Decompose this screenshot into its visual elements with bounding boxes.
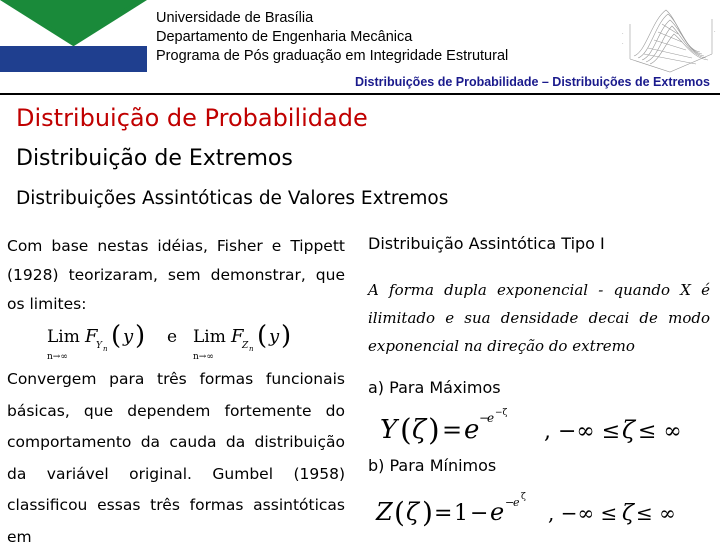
maxima-item: a) Para Máximos xyxy=(368,378,501,397)
svg-text:(: ( xyxy=(111,321,122,351)
minima-formula xyxy=(372,482,710,538)
svg-text:.: . xyxy=(622,40,624,46)
limits-formula xyxy=(7,318,345,364)
svg-text:n→∞: n→∞ xyxy=(47,352,68,362)
main-title: Distribuição de Probabilidade xyxy=(16,104,368,132)
program-name: Programa de Pós graduação em Integridade Estrutural xyxy=(156,48,509,64)
minima-item: b) Para Mínimos xyxy=(368,456,497,475)
svg-text:): ) xyxy=(135,321,146,351)
svg-text:): ) xyxy=(281,321,292,351)
surface-plot-icon xyxy=(620,4,720,76)
svg-text:≤ ∞: ≤ ∞ xyxy=(636,501,676,525)
formula-connector: e xyxy=(167,327,178,347)
intro-paragraph: Com base nestas idéias, Fisher e Tippett (1928) teorizaram, sem demonstrar, que os limites: xyxy=(7,237,345,313)
svg-text:ζ: ζ xyxy=(521,492,526,502)
svg-text:ζ: ζ xyxy=(622,416,636,444)
svg-text:−ζ: −ζ xyxy=(495,408,508,418)
svg-text:e: e xyxy=(490,498,505,526)
svg-text:ζ: ζ xyxy=(412,415,427,445)
svg-text:Z: Z xyxy=(242,341,249,351)
svg-text:(: ( xyxy=(257,321,268,351)
svg-text:, −∞ ≤: , −∞ ≤ xyxy=(548,501,618,525)
svg-text:−: − xyxy=(470,501,489,526)
svg-text:y: y xyxy=(269,326,280,347)
university-name: Universidade de Brasília xyxy=(156,10,314,26)
svg-text:(: ( xyxy=(400,413,412,448)
svg-text:Y: Y xyxy=(96,341,102,351)
svg-text:−: − xyxy=(479,411,490,425)
svg-text:Y: Y xyxy=(380,415,398,445)
institution-header xyxy=(156,9,508,66)
slide-subtitle: Distribuições de Probabilidade – Distribuições de Extremos xyxy=(355,75,710,89)
svg-text:y: y xyxy=(123,326,134,347)
distribution-type-title: Distribuição Assintótica Tipo I xyxy=(368,234,605,253)
svg-text:n→∞: n→∞ xyxy=(193,352,214,362)
convergence-paragraph: Convergem para três formas funcionais básicas, que dependem fortemente do comportamento da cauda da distribuição da variável original. Gumbel (1958) classificou essas três formas assintóticas em xyxy=(7,370,345,546)
svg-text:e: e xyxy=(487,411,495,425)
svg-text:−: − xyxy=(505,496,515,509)
svg-text:.: . xyxy=(714,28,716,34)
svg-text:=: = xyxy=(434,501,453,526)
double-exponential-description: A forma dupla exponencial - quando X é ilimitado e sua densidade decai de modo exponencial na direção do extremo xyxy=(368,281,710,355)
svg-text:ζ: ζ xyxy=(622,501,634,526)
left-column xyxy=(7,232,345,546)
svg-text:Lim: Lim xyxy=(47,327,80,347)
subtitle-bar xyxy=(0,73,720,95)
maxima-formula xyxy=(376,404,710,454)
svg-text:(: ( xyxy=(394,496,405,529)
section-title: Distribuição de Extremos xyxy=(16,146,293,171)
svg-text:F: F xyxy=(85,326,98,347)
svg-text:=: = xyxy=(442,416,463,444)
svg-text:n: n xyxy=(103,345,108,353)
svg-text:e: e xyxy=(464,415,480,445)
svg-text:.: . xyxy=(622,30,624,36)
svg-text:): ) xyxy=(428,413,440,448)
svg-text:, −∞ ≤: , −∞ ≤ xyxy=(544,419,621,444)
department-name: Departamento de Engenharia Mecânica xyxy=(156,29,413,45)
subsection-title: Distribuições Assintóticas de Valores Extremos xyxy=(16,188,449,209)
svg-text:Z: Z xyxy=(376,498,393,526)
svg-text:e: e xyxy=(513,496,520,509)
svg-text:ζ: ζ xyxy=(406,498,420,526)
unb-logo xyxy=(0,0,147,72)
svg-text:F: F xyxy=(231,326,244,347)
svg-text:1: 1 xyxy=(454,501,468,526)
svg-text:n: n xyxy=(249,345,254,353)
svg-text:≤ ∞: ≤ ∞ xyxy=(638,419,682,444)
svg-text:Lim: Lim xyxy=(193,327,226,347)
svg-text:): ) xyxy=(422,496,433,529)
